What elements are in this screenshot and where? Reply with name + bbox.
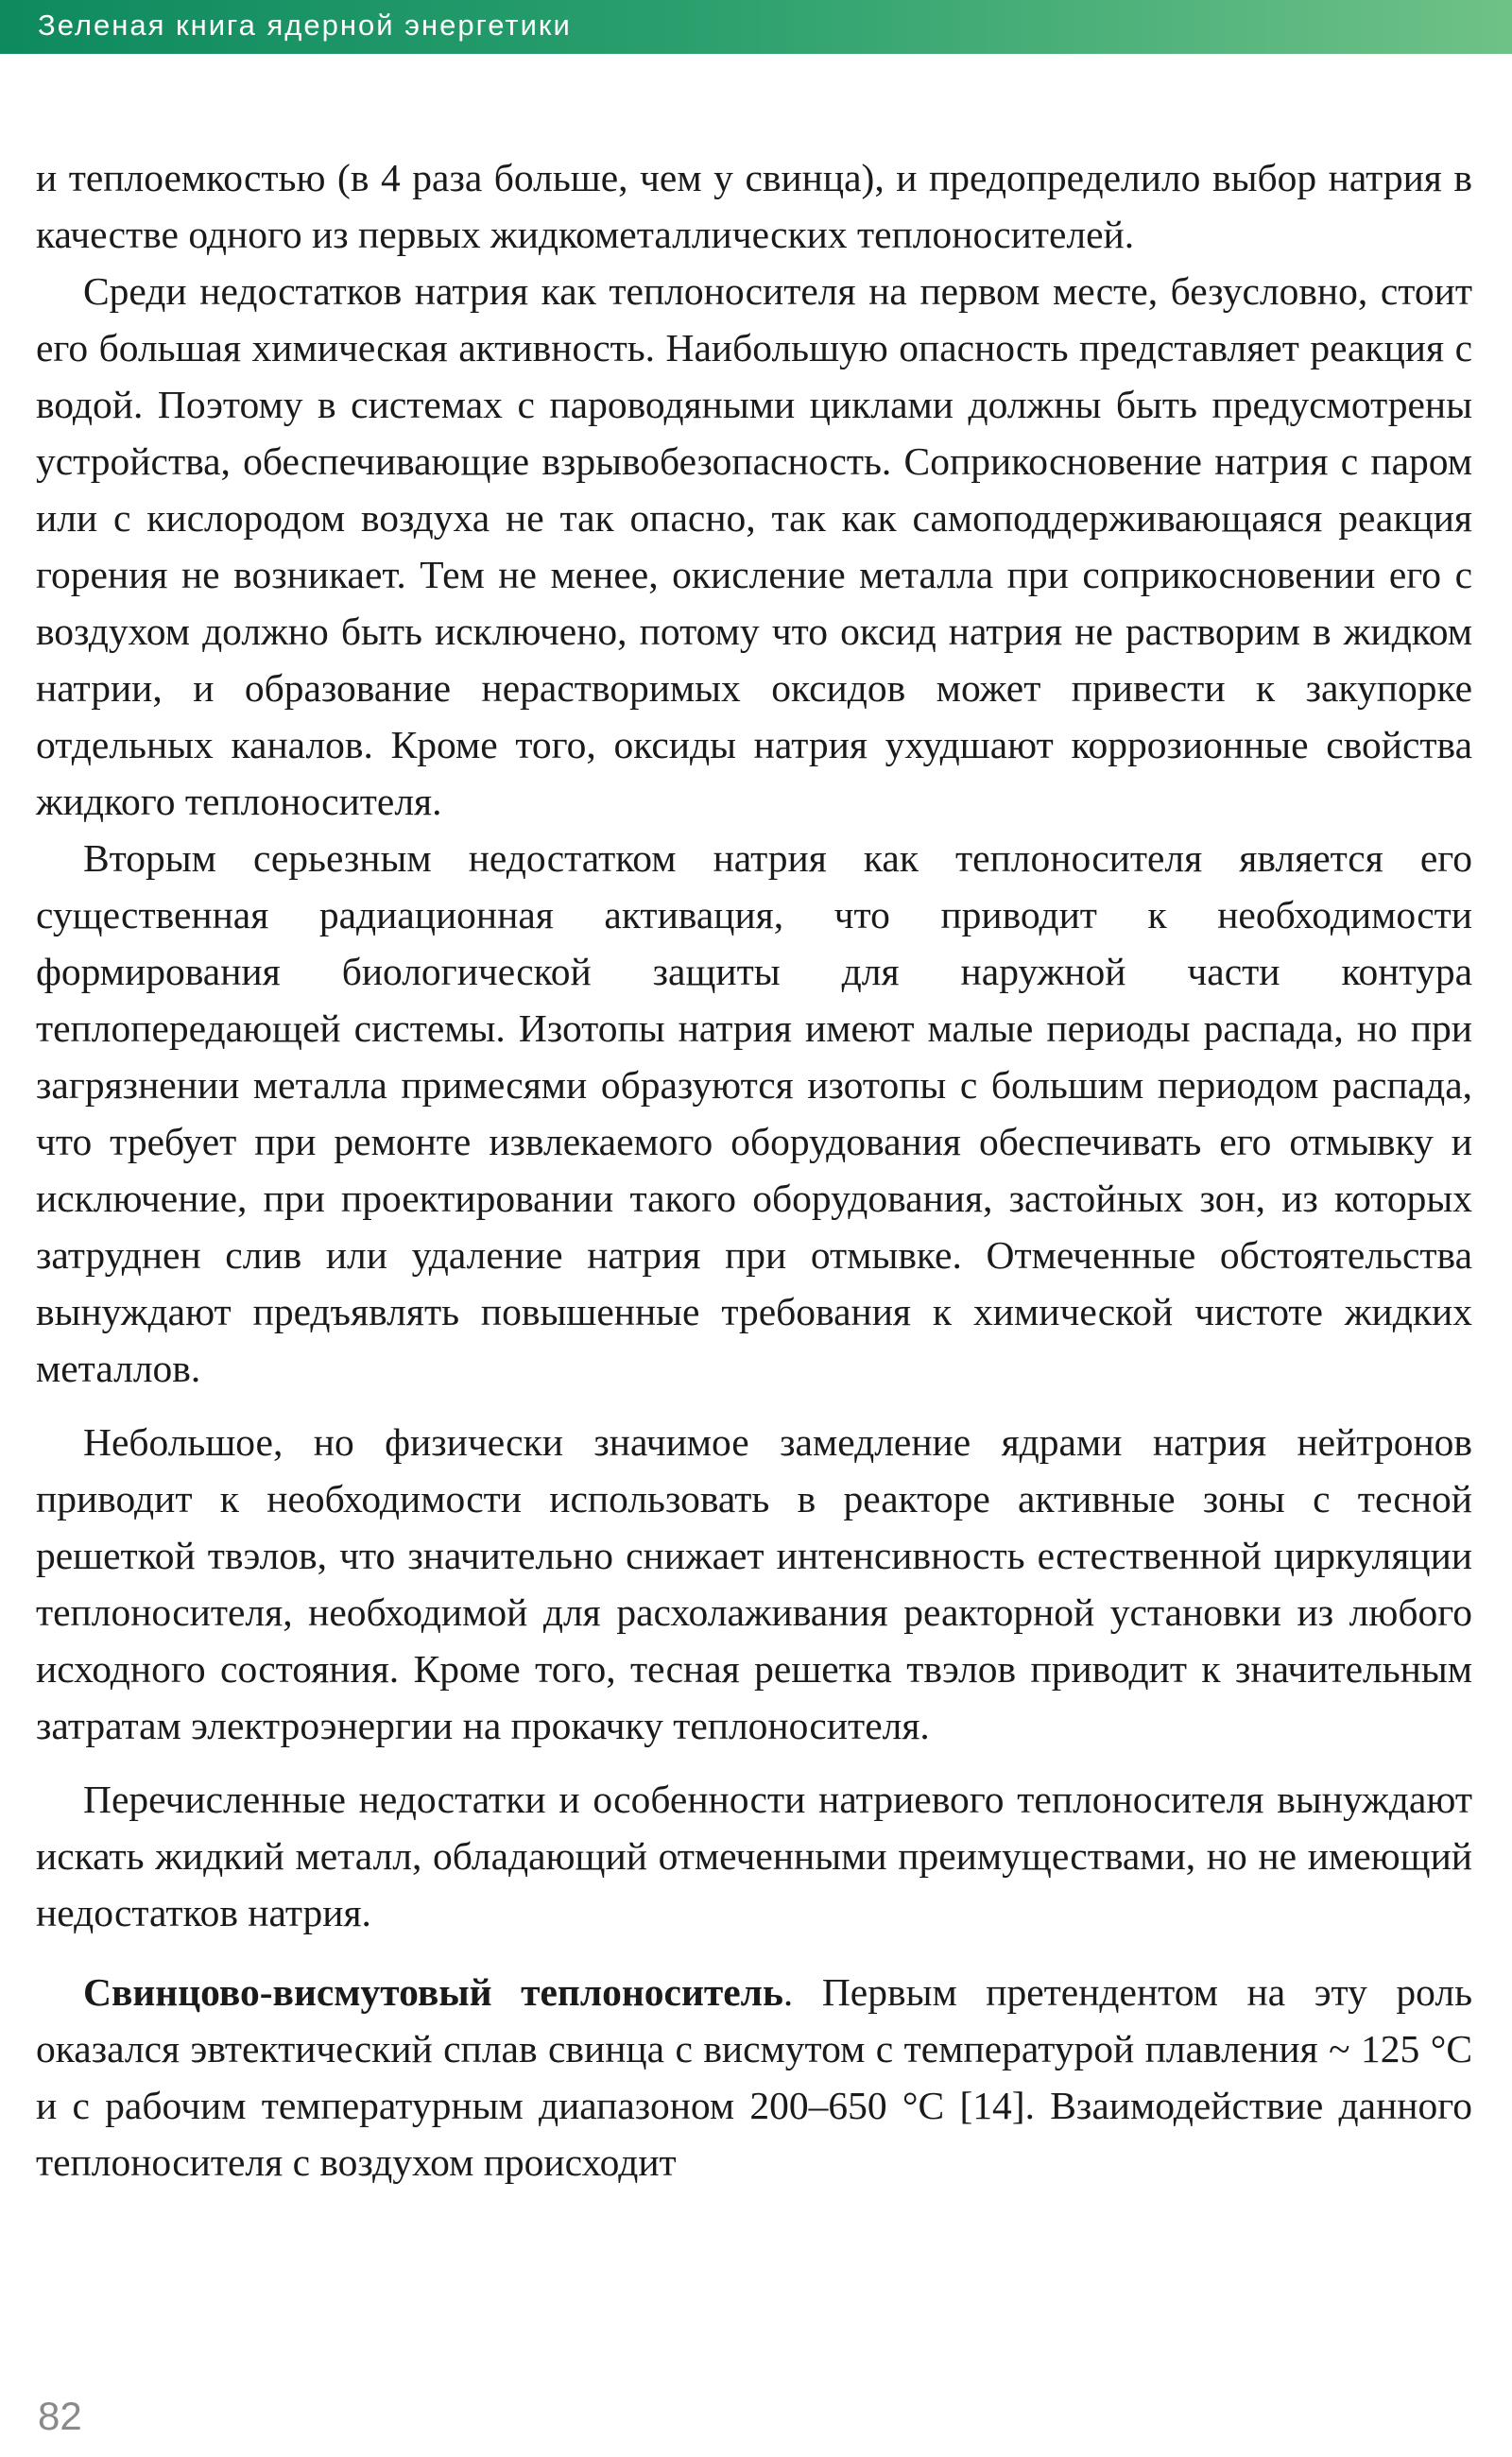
page-header [0, 0, 1512, 54]
body-text [36, 149, 1472, 2191]
paragraph-summary: Перечисленные недостатки и особенности натриевого теплоносителя вынуждают искать жидкий металл, обладающий отмеченными преимуществами, но не имеющий недостатков натрия. [36, 1778, 1472, 1934]
section-run-in-heading: Свинцово-висмутовый теплоноситель [83, 1970, 783, 2014]
paragraph-lead-bismuth-text: . Первым претендентом на эту роль оказался эвтектический сплав свинца с висмутом с температурой плавления ~ 125 °C и с рабочим температурным диапазоном 200–650 °C [14]. Взаимодействие данного теплоносителя с воздухом происходит [36, 1970, 1472, 2184]
page-number: 82 [38, 2394, 82, 2438]
book-title: Зеленая книга ядерной энергетики [38, 9, 572, 42]
paragraph-radiation-activation: Вторым серьезным недостатком натрия как теплоносителя является его существенная радиационная активация, что приводит к необходимости формирования биологической защиты для наружной части контура теплопередающей системы. Изотопы натрия имеют малые периоды распада, но при загрязнении металла примесями образуются изотопы с большим периодом распада, что требует при ремонте извлекаемого оборудования обеспечивать его отмывку и исключение, при проектировании такого оборудования, застойных зон, из которых затруднен слив или удаление натрия при отмывке. Отмеченные обстоятельства вынуждают предъявлять повышенные требования к химической чистоте жидких металлов. [36, 836, 1472, 1390]
paragraph-neutron-moderation: Небольшое, но физически значимое замедление ядрами натрия нейтронов приводит к необходимости использовать в реакторе активные зоны с тесной решеткой твэлов, что значительно снижает интенсивность естественной циркуляции теплоносителя, необходимой для расхолаживания реакторной установки из любого исходного состояния. Кроме того, тесная решетка твэлов приводит к значительным затратам электроэнергии на прокачку теплоносителя. [36, 1420, 1472, 1747]
paragraph-sodium-drawbacks: Среди недостатков натрия как теплоносителя на первом месте, безусловно, стоит его большая химическая активность. Наибольшую опасность представляет реакция с водой. Поэтому в системах с пароводяными циклами должны быть предусмотрены устройства, обеспечивающие взрывобезопасность. Соприкосновение натрия с паром или с кислородом воздуха не так опасно, так как самоподдерживающаяся реакция горения не возникает. Тем не менее, окисление металла при соприкосновении его с воздухом должно быть исключено, потому что оксид натрия не растворим в жидком натрии, и образование нерастворимых оксидов может привести к закупорке отдельных каналов. Кроме того, оксиды натрия ухудшают коррозионные свойства жидкого теплоносителя. [36, 269, 1472, 823]
paragraph-lead-bismuth [36, 1964, 1472, 2191]
paragraph-continued: и теплоемкостью (в 4 раза больше, чем у свинца), и предопределило выбор натрия в качестве одного из первых жидкометаллических теплоносителей. [36, 156, 1472, 256]
